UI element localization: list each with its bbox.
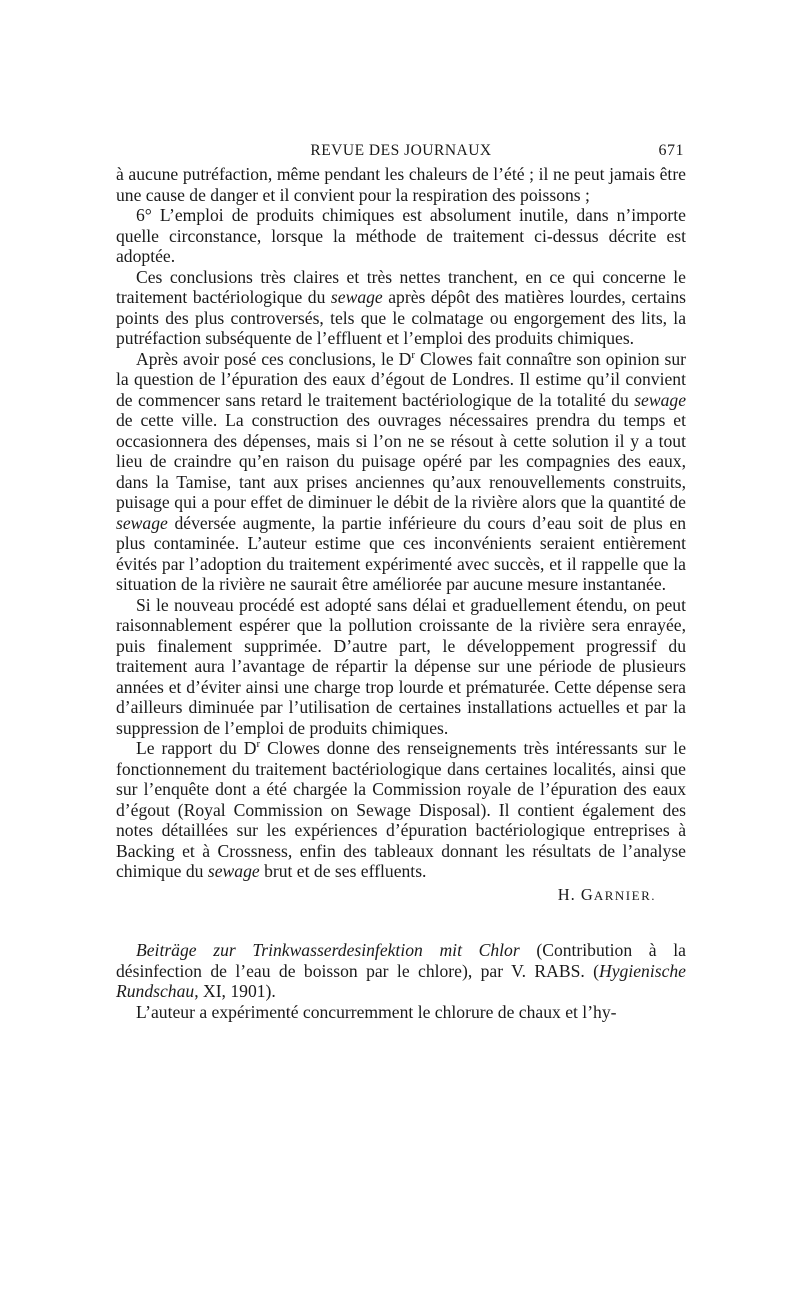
paragraph-text: Si le nouveau procédé est adopté sans délai et graduellement étendu, on peut raisonnablement espérer que la pollution croissante de la rivière sera enrayée, puis finalement supprimée. D’autre part, le développement progressif du traitement aura l’avantage de répartir la dépense sur une période de plusieurs années et d’éviter ainsi une charge trop lourde et prématurée. Cette dépense sera d’ailleurs diminuée par l’utilisation de certaines installations actuelles et par la suppression de l’emploi de produits chimiques. (116, 594, 686, 738)
paragraph-text: Après avoir posé ces conclusions, le D (136, 348, 412, 369)
paragraph-text: brut et de ses effluents. (259, 861, 427, 881)
paragraph (116, 349, 686, 595)
signature-initial: H. G (557, 884, 594, 904)
article-title-french: (Contribution à la désinfection de l’eau de boisson par le chlore), par V. (116, 940, 686, 981)
paragraph (116, 738, 686, 882)
italic-term: sewage (207, 861, 260, 881)
paragraph-text: déversée augmente, la partie inférieure du cours d’eau soit de plus en plus contaminée. L’auteur estime que ces inconvénients seraient entièrement évités par l’adoption du traitement expérimenté avec succès, et il rappelle que la situation de la rivière ne saurait être améliorée par aucune mesure instantanée. (116, 512, 686, 594)
document-page (116, 138, 686, 1022)
body-text (116, 164, 686, 1022)
paragraph-text: de cette ville. La construction des ouvrages nécessaires prendra du temps et occasionnera des dépenses, mais si l’on ne se résout à cette solution il y a tout lieu de craindre qu’en raison du puisage opéré par les compagnies des eaux, dans la Tamise, tant aux prises anciennes qu’aux renouvellements construits, puisage qui a pour effet de diminuer le débit de la rivière alors que la quantité de (116, 410, 686, 512)
superscript: r (411, 348, 416, 361)
italic-term: sewage (634, 389, 686, 410)
article-heading (116, 940, 686, 1002)
superscript: r (256, 738, 261, 751)
paragraph (116, 1002, 686, 1023)
paragraph-text: L’auteur a expérimenté concurremment le chlorure de chaux et l’hy- (136, 1001, 617, 1022)
italic-term: sewage (116, 512, 168, 533)
journal-name: Hygienische Rundschau (116, 960, 686, 1001)
paragraph (116, 164, 686, 205)
author-initial: R (534, 960, 547, 981)
paragraph-text: Clowes donne des renseignements très intéressants sur le fonctionnement du traitement bactériologique dans certaines localités, ainsi que sur l’enquête dont a été chargée la Commission royale de l’épuration des eaux d’égout (Royal Commission on Sewage Disposal). Il contient également des notes détaillées sur les expériences d’épuration bactériologique entreprises à Backing et à Crossness, enfin des tableaux donnant les résultats de l’analyse chimique du (116, 738, 687, 881)
signature-name: ARNIER. (593, 887, 656, 903)
running-header (116, 138, 686, 164)
paragraph-text: Ces conclusions très claires et très nettes tranchent, en ce qui concerne le traitement bactériologique du (116, 266, 686, 307)
section-gap (116, 906, 686, 940)
page-number: 671 (658, 142, 684, 159)
paragraph-text: Clowes fait connaître son opinion sur la question de l’épuration des eaux d’égout de Londres. Il estime qu’il convient de commencer sans retard le traitement bactériologique de la totalité du (116, 348, 686, 410)
italic-term: sewage (330, 287, 383, 307)
author-signature (116, 885, 686, 907)
paragraph (116, 205, 686, 267)
journal-volume: , XI, 1901). (194, 981, 276, 1001)
paragraph-text: Le rapport du D (136, 738, 257, 758)
paragraph (116, 267, 686, 349)
punctuation: . ( (580, 960, 600, 981)
paragraph-text: après dépôt des matières lourdes, certains points des plus controversés, tels que le colmatage ou engorgement des lits, la putréfaction subséquente de l’effluent et l’emploi des produits chimiques. (116, 287, 687, 348)
paragraph (116, 595, 686, 739)
paragraph-text: 6° L’emploi de produits chimiques est absolument inutile, dans n’importe quelle circonstance, lorsque la méthode de traitement ci-dessus décrite est adoptée. (116, 205, 686, 266)
running-title: REVUE DES JOURNAUX (310, 142, 492, 159)
paragraph-text: à aucune putréfaction, même pendant les chaleurs de l’été ; il ne peut jamais être une cause de danger et il convient pour la respiration des poissons ; (116, 164, 686, 205)
article-title-german: Beiträge zur Trinkwasserdesinfektion mit Chlor (136, 940, 520, 960)
author-name: ABS (546, 960, 581, 981)
